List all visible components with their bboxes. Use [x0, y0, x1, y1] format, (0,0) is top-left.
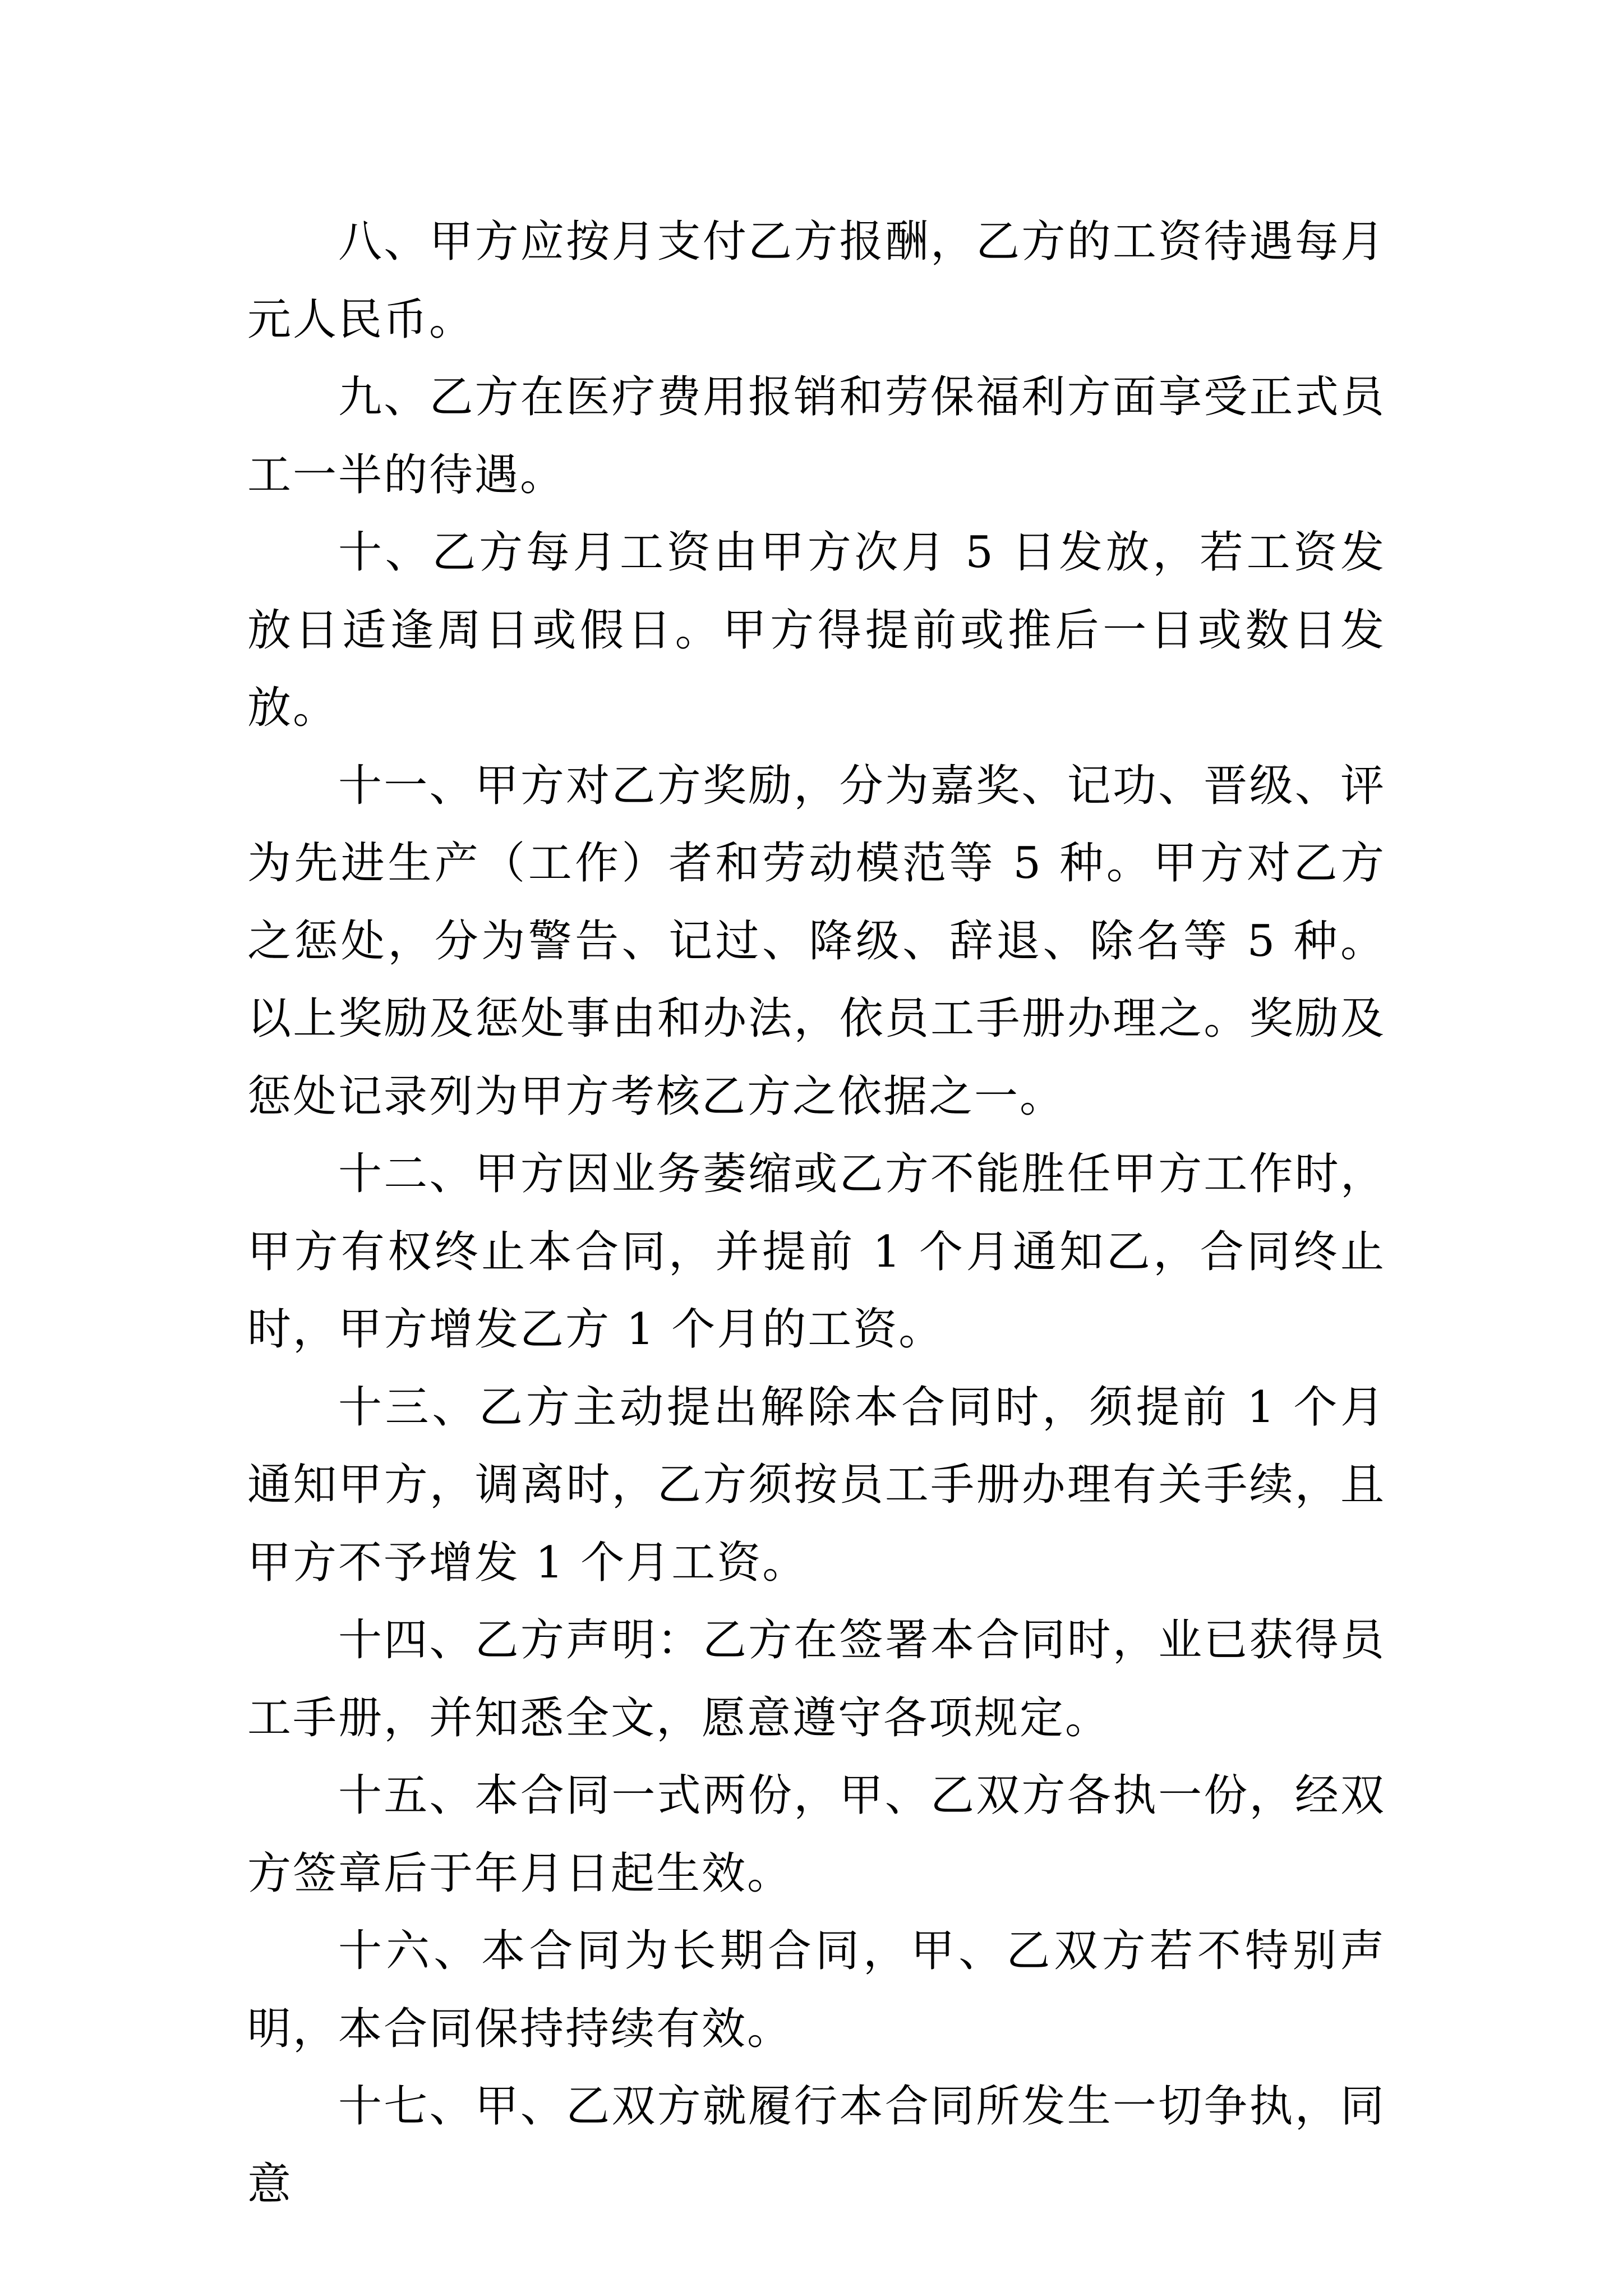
- clause-13: 十三、乙方主动提出解除本合同时，须提前 1 个月通知甲方，调离时，乙方须按员工手册办理有关手续，且甲方不予增发 1 个月工资。: [247, 1382, 1386, 1588]
- clause-10: 十、乙方每月工资由甲方次月 5 日发放，若工资发放日适逢周日或假日。甲方得提前或推后一日或数日发放。: [247, 527, 1386, 733]
- clause-12: 十二、甲方因业务萎缩或乙方不能胜任甲方工作时，甲方有权终止本合同，并提前 1 个月通知乙，合同终止时，甲方增发乙方 1 个月的工资。: [247, 1149, 1386, 1355]
- clause-16: 十六、本合同为长期合同，甲、乙双方若不特别声明，本合同保持持续有效。: [247, 1926, 1386, 2054]
- clause-15: 十五、本合同一式两份，甲、乙双方各执一份，经双方签章后于年月日起生效。: [247, 1770, 1386, 1899]
- contract-body: [247, 203, 1386, 2210]
- clause-14: 十四、乙方声明：乙方在签署本合同时，业已获得员工手册，并知悉全文，愿意遵守各项规定。: [247, 1615, 1386, 1743]
- clause-11: 十一、甲方对乙方奖励，分为嘉奖、记功、晋级、评为先进生产（工作）者和劳动模范等 5 种。甲方对乙方之惩处，分为警告、记过、降级、辞退、除名等 5 种。以上奖励及惩处事由和办法，依员工手册办理之。奖励及惩处记录列为甲方考核乙方之依据之一。: [247, 760, 1386, 1122]
- clause-9: 九、乙方在医疗费用报销和劳保福利方面享受正式员工一半的待遇。: [247, 372, 1386, 500]
- clause-17: 十七、甲、乙双方就履行本合同所发生一切争执，同意: [247, 2081, 1386, 2210]
- clause-8: 八、甲方应按月支付乙方报酬，乙方的工资待遇每月元人民币。: [247, 217, 1386, 345]
